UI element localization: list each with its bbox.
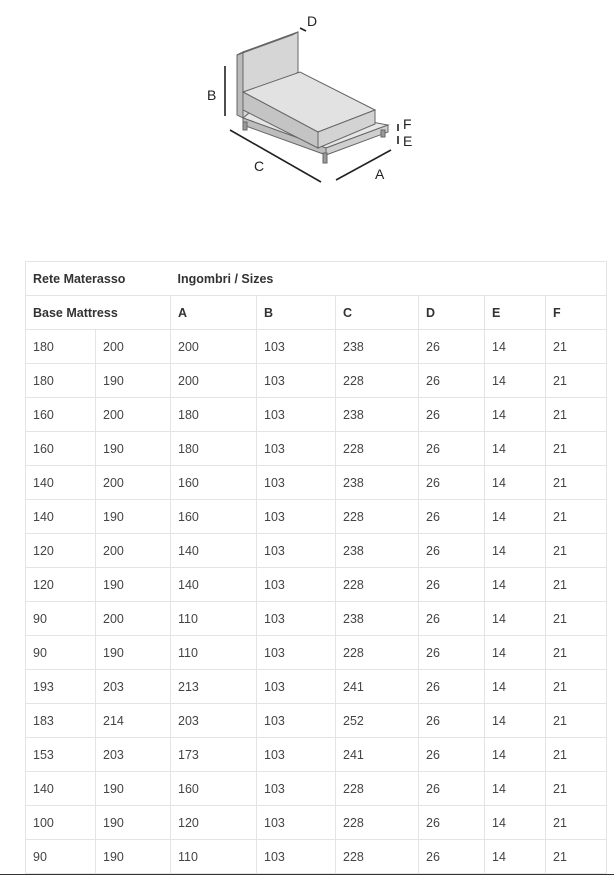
dim-label-c: C: [254, 158, 265, 174]
table-cell: 21: [546, 466, 607, 500]
table-cell: 160: [171, 500, 257, 534]
table-cell: 213: [171, 670, 257, 704]
table-cell: 193: [26, 670, 96, 704]
table-cell: 190: [96, 636, 171, 670]
table-cell: 140: [171, 534, 257, 568]
table-cell: 103: [257, 602, 336, 636]
table-cell: 228: [336, 432, 419, 466]
table-cell: 26: [419, 330, 485, 364]
table-cell: 200: [96, 602, 171, 636]
table-cell: 26: [419, 840, 485, 874]
table-cell: 228: [336, 840, 419, 874]
table-cell: 120: [26, 534, 96, 568]
table-cell: 26: [419, 670, 485, 704]
table-cell: 21: [546, 398, 607, 432]
table-cell: 26: [419, 364, 485, 398]
table-cell: 21: [546, 840, 607, 874]
table-cell: 90: [26, 602, 96, 636]
table-cell: 160: [26, 398, 96, 432]
dim-label-b: B: [207, 87, 217, 103]
table-cell: 190: [96, 500, 171, 534]
table-cell: 173: [171, 738, 257, 772]
table-cell: 103: [257, 466, 336, 500]
table-cell: 160: [171, 772, 257, 806]
header-b: B: [257, 296, 336, 330]
bottom-divider: [0, 874, 614, 875]
table-cell: 140: [26, 772, 96, 806]
table-row: [26, 364, 607, 398]
dim-label-e: E: [403, 133, 413, 149]
table-cell: 110: [171, 840, 257, 874]
table-cell: 190: [96, 772, 171, 806]
dim-label-f: F: [403, 116, 412, 132]
table-row: [26, 500, 607, 534]
table-cell: 21: [546, 330, 607, 364]
table-cell: 26: [419, 602, 485, 636]
table-cell: 103: [257, 364, 336, 398]
table-cell: 160: [26, 432, 96, 466]
table-cell: 26: [419, 772, 485, 806]
sizes-table: [25, 261, 607, 874]
table-cell: 238: [336, 398, 419, 432]
table-cell: 103: [257, 636, 336, 670]
table-cell: 26: [419, 738, 485, 772]
table-row: [26, 534, 607, 568]
table-cell: 200: [171, 364, 257, 398]
table-cell: 14: [485, 602, 546, 636]
table-cell: 14: [485, 534, 546, 568]
table-cell: 21: [546, 772, 607, 806]
table-cell: 190: [96, 568, 171, 602]
table-cell: 103: [257, 772, 336, 806]
table-row: [26, 568, 607, 602]
table-cell: 228: [336, 500, 419, 534]
table-cell: 140: [26, 466, 96, 500]
table-cell: 190: [96, 840, 171, 874]
header-a: A: [171, 296, 257, 330]
table-cell: 14: [485, 500, 546, 534]
table-cell: 214: [96, 704, 171, 738]
table-cell: 203: [96, 738, 171, 772]
table-cell: 103: [257, 330, 336, 364]
table-cell: 103: [257, 738, 336, 772]
table-header-row: [26, 296, 607, 330]
table-cell: 14: [485, 466, 546, 500]
table-cell: 180: [171, 398, 257, 432]
table-cell: 200: [96, 534, 171, 568]
table-cell: 110: [171, 602, 257, 636]
table-cell: 21: [546, 568, 607, 602]
table-cell: 90: [26, 636, 96, 670]
table-cell: 120: [171, 806, 257, 840]
table-cell: 228: [336, 364, 419, 398]
table-cell: 140: [26, 500, 96, 534]
dim-label-d: D: [307, 13, 318, 29]
table-cell: 103: [257, 704, 336, 738]
table-cell: 200: [171, 330, 257, 364]
table-row: [26, 704, 607, 738]
table-cell: 14: [485, 840, 546, 874]
table-cell: 21: [546, 500, 607, 534]
table-cell: 103: [257, 398, 336, 432]
table-cell: 190: [96, 432, 171, 466]
table-cell: 228: [336, 636, 419, 670]
table-cell: 14: [485, 670, 546, 704]
table-cell: 103: [257, 432, 336, 466]
dim-label-a: A: [375, 166, 385, 182]
table-cell: 26: [419, 432, 485, 466]
table-cell: 103: [257, 806, 336, 840]
table-cell: 153: [26, 738, 96, 772]
header-d: D: [419, 296, 485, 330]
table-cell: 14: [485, 364, 546, 398]
table-cell: 228: [336, 568, 419, 602]
table-cell: 183: [26, 704, 96, 738]
table-cell: 21: [546, 704, 607, 738]
table-cell: 238: [336, 466, 419, 500]
table-cell: 238: [336, 330, 419, 364]
table-cell: 26: [419, 398, 485, 432]
table-cell: 26: [419, 534, 485, 568]
header-c: C: [336, 296, 419, 330]
table-cell: 203: [171, 704, 257, 738]
table-cell: 203: [96, 670, 171, 704]
table-cell: 21: [546, 364, 607, 398]
table-cell: 200: [96, 398, 171, 432]
table-cell: 180: [26, 364, 96, 398]
table-title-row: [26, 262, 607, 296]
table-cell: 14: [485, 568, 546, 602]
table-cell: 14: [485, 738, 546, 772]
table-cell: 228: [336, 806, 419, 840]
table-cell: 190: [96, 364, 171, 398]
table-row: [26, 738, 607, 772]
header-e: E: [485, 296, 546, 330]
table-cell: 190: [96, 806, 171, 840]
table-cell: 26: [419, 568, 485, 602]
table-cell: 238: [336, 602, 419, 636]
table-cell: 21: [546, 432, 607, 466]
table-cell: 14: [485, 398, 546, 432]
table-row: [26, 636, 607, 670]
table-cell: 103: [257, 670, 336, 704]
table-cell: 26: [419, 806, 485, 840]
table-row: [26, 772, 607, 806]
table-cell: 241: [336, 738, 419, 772]
table-cell: 21: [546, 806, 607, 840]
table-cell: 26: [419, 466, 485, 500]
table-cell: 14: [485, 636, 546, 670]
table-cell: 26: [419, 500, 485, 534]
table-row: [26, 840, 607, 874]
table-cell: 14: [485, 704, 546, 738]
table-cell: 241: [336, 670, 419, 704]
table-cell: 21: [546, 534, 607, 568]
table-cell: 103: [257, 568, 336, 602]
table-cell: 238: [336, 534, 419, 568]
table-row: [26, 398, 607, 432]
table-cell: 21: [546, 602, 607, 636]
table-cell: 26: [419, 636, 485, 670]
bed-dimension-diagram: [0, 0, 614, 240]
table-cell: 14: [485, 330, 546, 364]
table-cell: 180: [171, 432, 257, 466]
table-cell: 110: [171, 636, 257, 670]
title-rete-materasso: Rete Materasso: [26, 262, 171, 296]
table-cell: 140: [171, 568, 257, 602]
table-row: [26, 466, 607, 500]
table-cell: 26: [419, 704, 485, 738]
table-cell: 21: [546, 738, 607, 772]
table-cell: 160: [171, 466, 257, 500]
table-row: [26, 602, 607, 636]
table-cell: 200: [96, 330, 171, 364]
table-cell: 21: [546, 636, 607, 670]
table-cell: 21: [546, 670, 607, 704]
table-cell: 14: [485, 432, 546, 466]
table-row: [26, 330, 607, 364]
header-f: F: [546, 296, 607, 330]
table-cell: 103: [257, 840, 336, 874]
table-cell: 14: [485, 806, 546, 840]
table-row: [26, 806, 607, 840]
header-base-mattress: Base Mattress: [26, 296, 171, 330]
table-cell: 90: [26, 840, 96, 874]
table-cell: 100: [26, 806, 96, 840]
table-row: [26, 670, 607, 704]
table-cell: 200: [96, 466, 171, 500]
table-cell: 103: [257, 534, 336, 568]
table-cell: 252: [336, 704, 419, 738]
table-cell: 228: [336, 772, 419, 806]
table-row: [26, 432, 607, 466]
table-cell: 120: [26, 568, 96, 602]
table-cell: 14: [485, 772, 546, 806]
title-ingombri-sizes: Ingombri / Sizes: [171, 262, 607, 296]
table-cell: 180: [26, 330, 96, 364]
table-cell: 103: [257, 500, 336, 534]
